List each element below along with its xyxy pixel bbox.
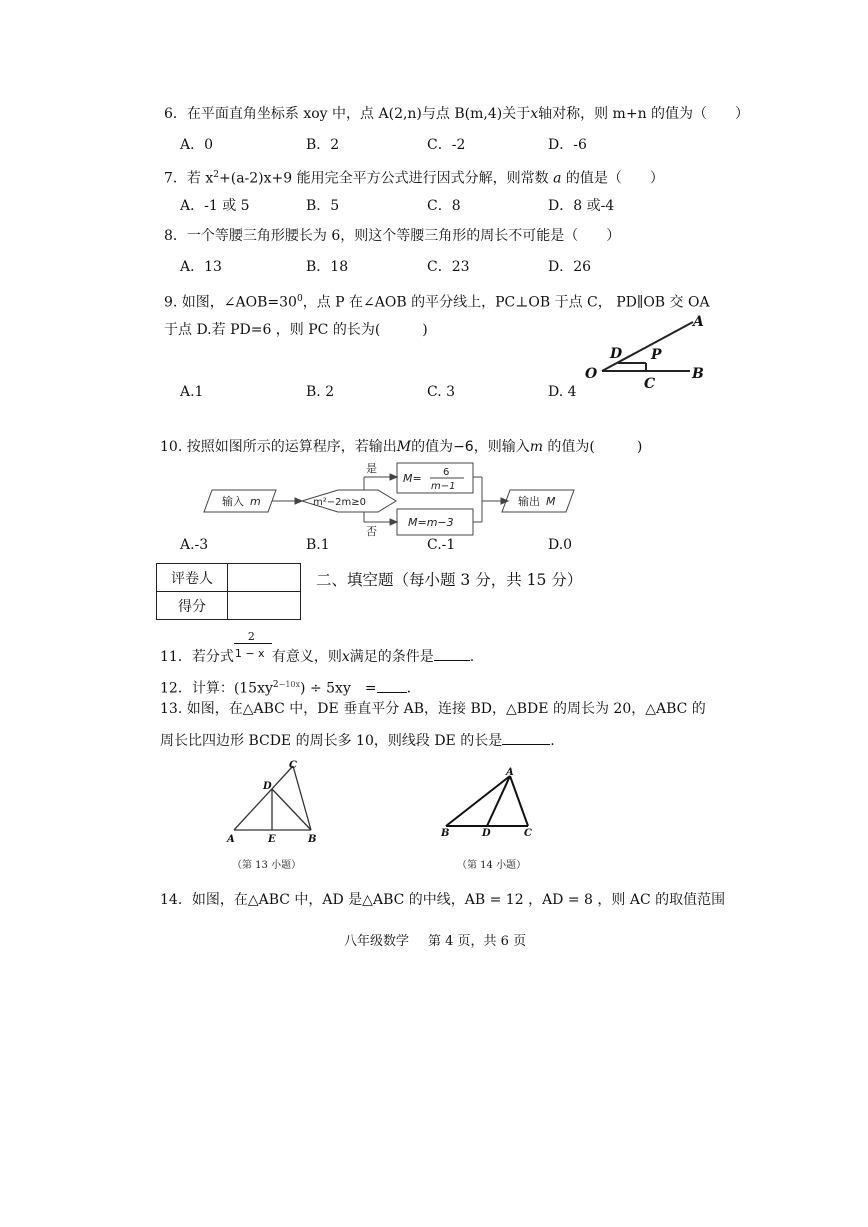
- flow-input-var: m: [250, 495, 261, 508]
- q13-label-c: C: [289, 760, 297, 771]
- flow-input-label: 输入: [222, 495, 244, 508]
- q6-option-c: C．-2: [427, 137, 466, 153]
- q7-sup: 2: [213, 170, 219, 180]
- q9-option-b: B. 2: [306, 384, 335, 400]
- q13-label-e: E: [268, 834, 276, 845]
- q13-label-d: D: [263, 781, 272, 792]
- q9-option-c: C. 3: [427, 384, 456, 400]
- question-6-stem: [164, 105, 749, 123]
- q10-var-M: M: [396, 439, 412, 455]
- q10-stem-pre: 10. 按照如图所示的运算程序，若输出: [160, 439, 397, 455]
- question-13-line1: 13. 如图，在△ABC 中，DE 垂直平分 AB，连接 BD，△BDE 的周长为 20，△ABC 的: [160, 701, 706, 717]
- score-table-score-cell[interactable]: [228, 592, 301, 620]
- q12-equals: =: [364, 680, 377, 697]
- flow-no-label: 否: [366, 525, 377, 538]
- q9-label-a: A: [693, 314, 704, 330]
- q13-label-a: A: [227, 834, 235, 845]
- q10-option-b: B.1: [306, 537, 330, 553]
- q9-label-b: B: [692, 366, 704, 382]
- q11-end: .: [469, 649, 475, 665]
- q14-figure-caption: （第 14 小题）: [457, 860, 527, 871]
- q12-sup: 2: [272, 680, 279, 690]
- flow-condition: m²−2m≥0: [313, 497, 366, 508]
- q7-option-a: A．-1 或 5: [180, 198, 250, 214]
- flow-output-label: 输出: [518, 495, 540, 508]
- q8-option-c: C．23: [427, 259, 470, 275]
- q13-end: .: [550, 733, 555, 749]
- q9-figure: [580, 308, 710, 390]
- question-10-stem: [160, 438, 642, 456]
- question-9-line2: 于点 D.若 PD=6 ，则 PC 的长为( ): [164, 322, 428, 338]
- flow-yes-num: 6: [443, 467, 450, 478]
- q11-numerator: 2: [247, 630, 255, 643]
- flow-yes-lhs: M=: [403, 472, 422, 485]
- q11-denominator: 1 − x: [234, 647, 265, 660]
- q14-label-c: C: [524, 828, 532, 839]
- q6-stem-end: 轴对称，则 m+n 的值为（ ）: [538, 106, 750, 122]
- flow-yes-den: m−1: [431, 481, 456, 492]
- q11-fraction-bar: [234, 643, 272, 644]
- q9-label-p: P: [651, 347, 662, 363]
- question-14-stem: 14．如图，在△ABC 中，AD 是△ABC 的中线，AB = 12 ，AD = 8 ，则 AC 的取值范围: [160, 892, 726, 908]
- q9-line1-pre: 9. 如图，∠AOB=30: [164, 294, 297, 311]
- q12-answer-blank[interactable]: [377, 678, 407, 693]
- q7-stem-end: 的值是（ ）: [565, 170, 664, 187]
- question-8-stem: 8．一个等腰三角形腰长为 6，则这个等腰三角形的周长不可能是（ ）: [164, 228, 621, 244]
- q10-stem-end: 的值为( ): [542, 439, 643, 455]
- footer-subject: 八年级数学: [344, 934, 410, 949]
- score-table-score-label: 得分: [157, 592, 228, 620]
- q6-option-b: B．2: [306, 137, 340, 153]
- q9-option-d: D. 4: [548, 384, 577, 400]
- q7-option-b: B．5: [306, 198, 340, 214]
- q9-degree: 0: [296, 294, 303, 304]
- q14-figure: [440, 768, 540, 838]
- flow-yes-label: 是: [366, 462, 377, 475]
- q12-end: .: [406, 680, 412, 697]
- q9-label-d: D: [610, 346, 623, 362]
- q14-label-a: A: [506, 767, 514, 778]
- q13-figure: [225, 758, 325, 848]
- score-table-reviewer-cell[interactable]: [228, 564, 301, 592]
- q8-option-d: D．26: [548, 259, 592, 275]
- q13-line2-text: 周长比四边形 BCDE 的周长多 10，则线段 DE 的长是: [160, 733, 503, 749]
- flow-no-expr: M=m−3: [408, 516, 454, 529]
- q12-pre: 12．计算：(15xy: [160, 680, 273, 697]
- q7-option-d: D．8 或-4: [548, 198, 615, 214]
- question-11: [160, 630, 475, 666]
- q7-option-c: C．8: [427, 198, 461, 214]
- q10-var-m: m: [529, 439, 543, 455]
- q12-cut-term: −10x: [278, 680, 301, 689]
- q6-var-x: x: [530, 106, 539, 122]
- q10-option-d: D.0: [548, 537, 573, 553]
- footer-page-number: 第 4 页，共 6 页: [428, 934, 527, 949]
- section-2-heading: 二、填空题（每小题 3 分，共 15 分）: [316, 571, 583, 589]
- q8-option-b: B．18: [306, 259, 349, 275]
- q7-stem-pre: 7．若 x: [164, 170, 214, 187]
- q10-option-a: A.-3: [180, 537, 209, 553]
- score-table: [156, 563, 301, 620]
- question-12: [160, 676, 411, 698]
- q6-stem-text: 6．在平面直角坐标系 xoy 中，点 A(2,n)与点 B(m,4)关于: [164, 106, 531, 122]
- q11-post-end: 满足的条件是: [349, 649, 434, 665]
- q7-stem-mid: +(a-2)x+9 能用完全平方公式进行因式分解，则常数: [219, 170, 549, 187]
- q7-var-a: a: [553, 170, 562, 187]
- q10-flowchart: [198, 460, 588, 538]
- q6-option-d: D．-6: [548, 137, 587, 153]
- q9-label-o: O: [585, 366, 598, 382]
- q10-value: −6: [453, 439, 474, 455]
- q9-option-a: A.1: [180, 384, 204, 400]
- q13-answer-blank[interactable]: [502, 730, 550, 745]
- q11-post-pre: 有意义，则: [271, 649, 342, 665]
- q11-var-x: x: [341, 649, 350, 665]
- q14-label-d: D: [482, 828, 491, 839]
- q13-label-b: B: [308, 834, 317, 845]
- q6-option-a: A．0: [180, 137, 214, 153]
- q9-label-c: C: [644, 376, 656, 392]
- q14-label-b: B: [441, 828, 450, 839]
- flow-output-var: M: [546, 495, 556, 508]
- q11-pre: 11．若分式: [160, 649, 234, 665]
- q10-option-c: C.-1: [427, 537, 456, 553]
- question-7-stem: [164, 166, 664, 188]
- q11-answer-blank[interactable]: [434, 646, 470, 661]
- q9-line1-post: ，点 P 在∠AOB 的平分线上，PC⊥OB 于点 C， PD∥OB 交 OA: [302, 294, 710, 311]
- q8-option-a: A．13: [180, 259, 222, 275]
- q10-stem-mid: 的值为: [411, 439, 454, 455]
- q10-stem-mid2: ，则输入: [473, 439, 530, 455]
- q13-figure-caption: （第 13 小题）: [232, 860, 302, 871]
- q11-fraction: [234, 630, 272, 664]
- score-table-reviewer-label: 评卷人: [157, 564, 228, 592]
- question-13-line2: [160, 730, 555, 750]
- q12-mid: ) ÷ 5xy: [300, 680, 351, 697]
